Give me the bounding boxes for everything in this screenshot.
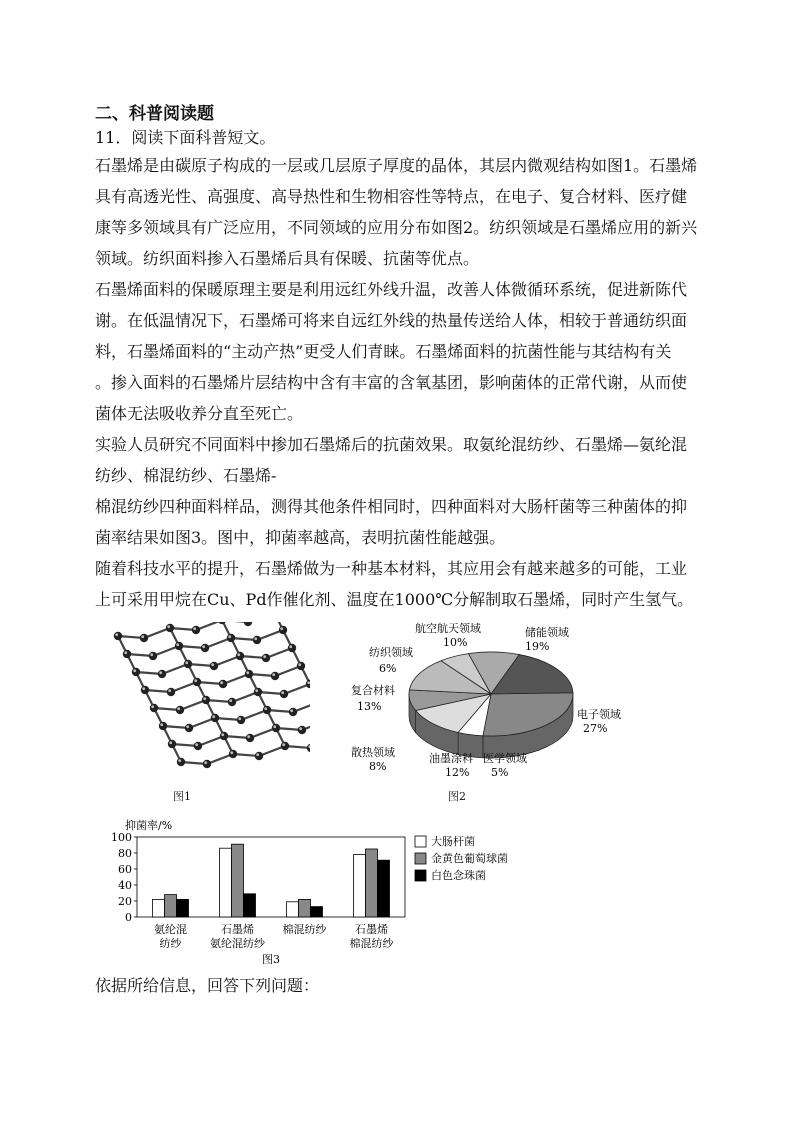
pie-slices — [409, 652, 573, 758]
atom-highlight — [273, 725, 276, 728]
y-tick-label: 60 — [118, 863, 132, 876]
paragraph-line: 纺纱、棉混纺纱、石墨烯- — [95, 466, 277, 485]
carbon-atom — [141, 686, 149, 694]
bar — [311, 907, 323, 917]
legend-swatch — [415, 870, 426, 881]
pie-category-label: 航空航天领域 — [415, 622, 481, 635]
x-category-label: 石墨烯 — [221, 923, 254, 936]
bar-legend — [415, 834, 508, 882]
paragraph-line: 具有高透光性、高强度、高导热性和生物相容性等特点，在电子、复合材料、医疗健 — [95, 187, 688, 206]
atom-highlight — [220, 681, 223, 684]
bar — [366, 849, 378, 917]
graphene-lattice-figure — [100, 622, 310, 780]
atom-highlight — [237, 653, 240, 656]
atom-highlight — [254, 637, 257, 640]
x-category-label: 纺纱 — [159, 937, 182, 950]
atom-highlight — [228, 635, 231, 638]
atom-highlight — [186, 725, 189, 728]
atom-highlight — [256, 753, 259, 756]
paragraph-1 — [95, 150, 705, 274]
y-tick-label: 0 — [125, 911, 132, 924]
pie-value-label: 6% — [379, 662, 397, 675]
bar — [153, 899, 165, 917]
carbon-atom — [245, 670, 253, 678]
legend-swatch — [415, 853, 426, 864]
pie-value-label: 12% — [445, 766, 470, 779]
carbon-atom — [262, 654, 270, 662]
atom-highlight — [151, 705, 154, 708]
carbon-atom — [176, 706, 184, 714]
carbon-atom — [193, 678, 201, 686]
carbon-atom — [211, 714, 219, 722]
atom-highlight — [255, 689, 258, 692]
atom-highlight — [194, 679, 197, 682]
atom-highlight — [280, 627, 283, 630]
paragraph-line: 。掺入面料的石墨烯片层结构中含有丰富的含氧基团，影响菌体的正常代谢，从而使 — [95, 373, 688, 392]
x-category-label: 氨纶混 — [154, 923, 187, 936]
paragraph-line: 领域。纺织面料掺入石墨烯后具有保暖、抗菌等优点。 — [95, 249, 480, 268]
bar — [232, 844, 244, 917]
carbon-atom — [185, 724, 193, 732]
paragraph-line: 石墨烯面料的保暖原理主要是利用远红外线升温，改善人体微循环系统，促进新陈代 — [95, 280, 688, 299]
atom-highlight — [238, 717, 241, 720]
y-tick-label: 40 — [118, 879, 132, 892]
x-category-label: 棉混纺纱 — [282, 923, 327, 936]
atom-highlight — [124, 651, 127, 654]
atom-highlight — [159, 671, 162, 674]
atom-highlight — [142, 687, 145, 690]
atom-highlight — [211, 663, 214, 666]
figure-1-caption: 图1 — [173, 790, 191, 803]
legend-label: 大肠杆菌 — [431, 835, 475, 848]
y-axis-label: 抑菌率/% — [125, 819, 173, 832]
bar — [287, 902, 299, 917]
carbon-atom — [210, 662, 218, 670]
pie-value-label: 13% — [357, 700, 382, 713]
carbon-atom — [280, 690, 288, 698]
y-tick-label: 20 — [118, 895, 132, 908]
carbon-atom — [149, 652, 157, 660]
carbon-atom — [279, 626, 287, 634]
paragraph-line: 石墨烯是由碳原子构成的一层或几层原子厚度的晶体，其层内微观结构如图1。石墨烯 — [95, 156, 698, 175]
bar — [165, 895, 177, 917]
antibacterial-bar-chart — [95, 815, 535, 965]
carbon-atom — [236, 652, 244, 660]
carbon-atom — [237, 716, 245, 724]
carbon-atom — [203, 760, 211, 768]
pie-value-label: 5% — [491, 766, 509, 779]
carbon-atom — [184, 660, 192, 668]
atom-highlight — [246, 671, 249, 674]
carbon-atom — [219, 680, 227, 688]
atom-highlight — [230, 751, 233, 754]
atom-highlight — [282, 743, 285, 746]
paragraph-line: 康等多领域具有广泛应用，不同领域的应用分布如图2。纺织领域是石墨烯应用的新兴 — [95, 218, 698, 237]
atom-highlight — [141, 635, 144, 638]
atom-highlight — [221, 733, 224, 736]
carbon-atom — [132, 668, 140, 676]
bar-marks — [153, 844, 390, 917]
atom-highlight — [281, 691, 284, 694]
atom-highlight — [185, 661, 188, 664]
figure-3-caption: 图3 — [262, 953, 280, 965]
bar — [354, 855, 366, 917]
carbon-atom — [228, 698, 236, 706]
carbon-atom — [271, 672, 279, 680]
carbon-atom — [244, 622, 252, 626]
bar — [244, 894, 256, 917]
carbon-atom — [254, 688, 262, 696]
carbon-atom — [192, 626, 200, 634]
carbon-atom — [229, 750, 237, 758]
paragraph-line: 菌体无法吸收养分直至死亡。 — [95, 404, 304, 423]
figure-2-caption: 图2 — [448, 790, 466, 803]
carbon-atom — [263, 706, 271, 714]
paragraph-3 — [95, 429, 705, 553]
atom-highlight — [203, 697, 206, 700]
carbon-atom — [272, 724, 280, 732]
atom-highlight — [168, 689, 171, 692]
atom-highlight — [115, 633, 118, 636]
bar — [177, 899, 189, 917]
paragraph-line: 菌率结果如图3。图中，抑菌率越高，表明抗菌性能越强。 — [95, 528, 506, 547]
carbon-atom — [220, 732, 228, 740]
atom-highlight — [299, 727, 302, 730]
paragraph-2 — [95, 274, 705, 429]
paragraph-line: 实验人员研究不同面料中掺加石墨烯后的抗菌效果。取氨纶混纺纱、石墨烯—氨纶混 — [95, 435, 688, 454]
carbon-atom — [114, 632, 122, 640]
carbon-atom — [140, 634, 148, 642]
pie-category-label: 油墨涂料 — [429, 752, 473, 765]
carbon-atom — [227, 634, 235, 642]
paragraph-line: 棉混纺纱四种面料样品，测得其他条件相同时，四种面料对大肠杆菌等三种菌体的抑 — [95, 497, 688, 516]
y-tick-label: 100 — [111, 831, 132, 844]
carbon-atom — [202, 696, 210, 704]
question-intro: 11．阅读下面科普短文。 — [95, 128, 276, 147]
carbon-atom — [255, 752, 263, 760]
carbon-atom — [168, 740, 176, 748]
atom-highlight — [195, 743, 198, 746]
carbon-atom — [177, 758, 185, 766]
carbon-atom — [159, 722, 167, 730]
pie-value-label: 19% — [525, 640, 550, 653]
atom-highlight — [212, 715, 215, 718]
y-tick-label: 80 — [118, 847, 132, 860]
carbon-atom — [166, 624, 174, 632]
carbon-atom — [175, 642, 183, 650]
carbon-atom — [297, 662, 305, 670]
carbon-atom — [306, 680, 310, 688]
carbon-atom — [298, 726, 306, 734]
atom-highlight — [176, 643, 179, 646]
pie-value-label: 8% — [369, 760, 387, 773]
paragraph-line: 随着科技水平的提升，石墨烯做为一种基本材料，其应用会有越来越多的可能，工业 — [95, 559, 688, 578]
atom-highlight — [202, 645, 205, 648]
legend-swatch — [415, 836, 426, 847]
closing-prompt: 依据所给信息，回答下列问题： — [95, 976, 320, 995]
atom-highlight — [193, 627, 196, 630]
graphene-lattice — [114, 622, 310, 768]
atom-highlight — [167, 625, 170, 628]
carbon-atom — [281, 742, 289, 750]
x-category-label: 氨纶混纺纱 — [210, 937, 265, 950]
atom-highlight — [229, 699, 232, 702]
atom-highlight — [264, 707, 267, 710]
paragraph-line: 料，石墨烯面料的“主动产热”更受人们青睐。石墨烯面料的抗菌性能与其结构有关 — [95, 342, 672, 361]
atom-highlight — [307, 681, 310, 684]
bar — [378, 860, 390, 917]
legend-label: 金黄色葡萄球菌 — [431, 852, 508, 865]
atom-highlight — [150, 653, 153, 656]
atom-highlight — [133, 669, 136, 672]
pie-category-label: 医学领域 — [483, 752, 527, 765]
bar — [299, 899, 311, 917]
x-category-label: 石墨烯 — [355, 923, 388, 936]
atom-highlight — [263, 655, 266, 658]
carbon-atom — [288, 644, 296, 652]
atom-highlight — [290, 709, 293, 712]
carbon-atom — [123, 650, 131, 658]
bar — [220, 848, 232, 917]
pie-value-label: 27% — [583, 722, 608, 735]
pie-category-label: 纺织领域 — [369, 646, 413, 659]
atom-highlight — [247, 735, 250, 738]
carbon-atom — [194, 742, 202, 750]
carbon-atom — [253, 636, 261, 644]
atom-highlight — [177, 707, 180, 710]
pie-category-label: 电子领域 — [577, 708, 621, 721]
pie-category-label: 散热领域 — [351, 746, 395, 759]
x-category-label: 棉混纺纱 — [349, 937, 394, 950]
pie-value-label: 10% — [443, 636, 468, 649]
carbon-atom — [289, 708, 297, 716]
section-title: 二、科普阅读题 — [95, 104, 214, 124]
application-pie-chart — [345, 622, 635, 792]
atom-highlight — [289, 645, 292, 648]
pie-category-label: 复合材料 — [351, 684, 395, 697]
paragraph-line: 谢。在低温情况下，石墨烯可将来自远红外线的热量传送给人体，相较于普通纺织面 — [95, 311, 688, 330]
carbon-atom — [150, 704, 158, 712]
carbon-atom — [158, 670, 166, 678]
pie-category-label: 储能领域 — [525, 626, 569, 639]
atom-highlight — [272, 673, 275, 676]
atom-highlight — [204, 761, 207, 764]
carbon-atom — [246, 734, 254, 742]
paragraph-4 — [95, 553, 705, 615]
atom-highlight — [169, 741, 172, 744]
atom-highlight — [160, 723, 163, 726]
legend-label: 白色念珠菌 — [431, 869, 486, 882]
atom-highlight — [178, 759, 181, 762]
paragraph-line: 上可采用甲烷在Cu、Pd作催化剂、温度在1000℃分解制取石墨烯，同时产生氢气。 — [95, 590, 694, 609]
carbon-atom — [167, 688, 175, 696]
atom-highlight — [298, 663, 301, 666]
carbon-atom — [201, 644, 209, 652]
